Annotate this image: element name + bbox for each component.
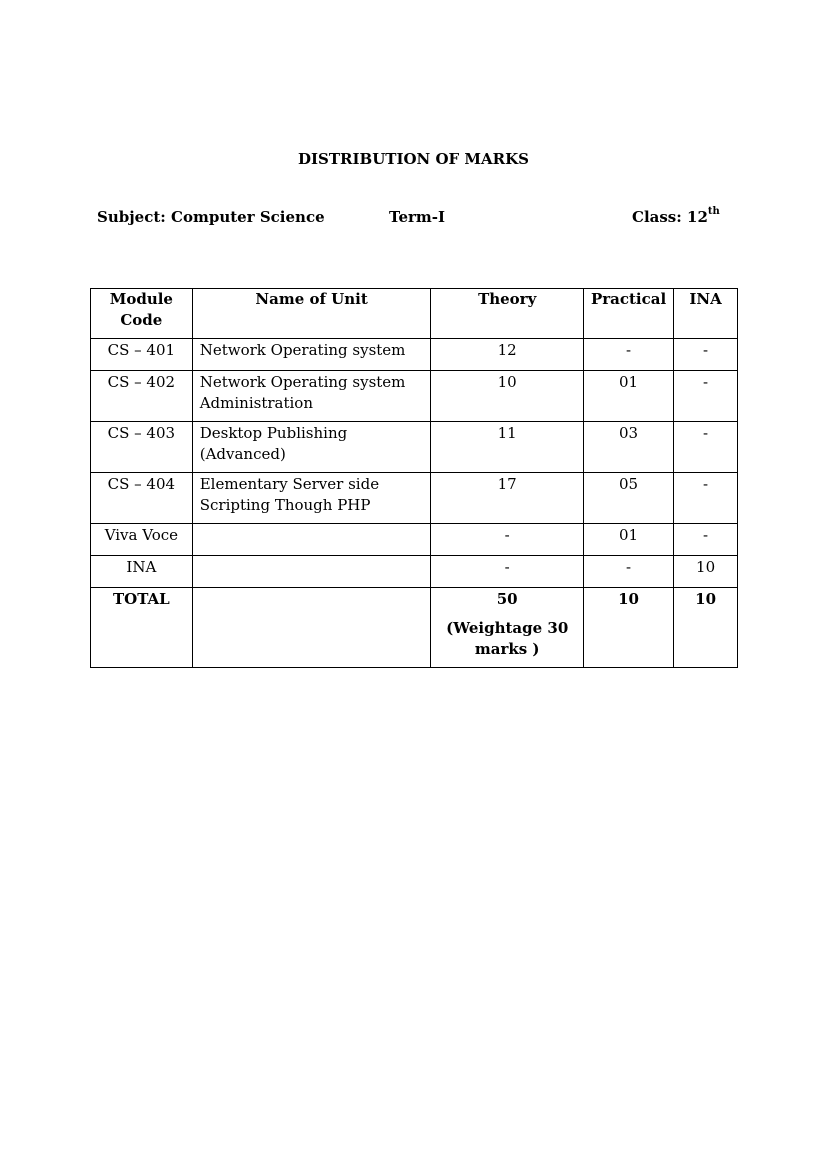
cell-theory: 10: [431, 371, 584, 422]
cell-unit-name: Network Operating system Administration: [192, 371, 431, 422]
cell-theory: 12: [431, 339, 584, 371]
cell-theory: -: [431, 524, 584, 556]
cell-module-code: INA: [91, 556, 193, 588]
cell-ina: -: [674, 371, 738, 422]
table-row: [91, 339, 738, 371]
cell-ina: -: [674, 473, 738, 524]
cell-total-label: TOTAL: [91, 588, 193, 668]
term-label: Term-I: [389, 208, 446, 226]
cell-unit-name: Desktop Publishing (Advanced): [192, 422, 431, 473]
header-ina: INA: [674, 289, 738, 339]
cell-unit-name: [192, 524, 431, 556]
cell-total-ina: 10: [674, 588, 738, 668]
class-label: [632, 208, 720, 226]
class-text: Class: 12: [632, 208, 708, 226]
cell-unit-name: [192, 556, 431, 588]
cell-theory: 17: [431, 473, 584, 524]
header-theory: Theory: [431, 289, 584, 339]
cell-total-theory: [431, 588, 584, 668]
header-practical: Practical: [583, 289, 673, 339]
total-theory-value: 50: [496, 590, 518, 608]
header-module-code: Module Code: [91, 289, 193, 339]
class-superscript: th: [707, 206, 720, 217]
cell-ina: -: [674, 422, 738, 473]
table-total-row: [91, 588, 738, 668]
cell-module-code: CS – 404: [91, 473, 193, 524]
cell-ina: -: [674, 524, 738, 556]
header-name-of-unit: Name of Unit: [192, 289, 431, 339]
marks-distribution-table: [90, 288, 738, 668]
subject-label: Subject: Computer Science: [97, 208, 325, 226]
table-row: [91, 371, 738, 422]
cell-unit-name: Network Operating system: [192, 339, 431, 371]
cell-module-code: CS – 401: [91, 339, 193, 371]
cell-theory: -: [431, 556, 584, 588]
cell-practical: -: [583, 556, 673, 588]
document-title: DISTRIBUTION OF MARKS: [298, 150, 529, 168]
cell-practical: 03: [583, 422, 673, 473]
cell-unit-name: Elementary Server side Scripting Though PHP: [192, 473, 431, 524]
cell-practical: 01: [583, 524, 673, 556]
cell-module-code: CS – 403: [91, 422, 193, 473]
cell-total-unit: [192, 588, 431, 668]
cell-theory: 11: [431, 422, 584, 473]
table-row: [91, 422, 738, 473]
cell-module-code: Viva Voce: [91, 524, 193, 556]
cell-practical: -: [583, 339, 673, 371]
cell-practical: 01: [583, 371, 673, 422]
table-header-row: [91, 289, 738, 339]
table-row: [91, 473, 738, 524]
cell-module-code: CS – 402: [91, 371, 193, 422]
table-row: [91, 556, 738, 588]
cell-practical: 05: [583, 473, 673, 524]
cell-ina: -: [674, 339, 738, 371]
cell-total-practical: 10: [583, 588, 673, 668]
table-row: [91, 524, 738, 556]
weightage-note: (Weightage 30 marks ): [446, 619, 569, 658]
cell-ina: 10: [674, 556, 738, 588]
